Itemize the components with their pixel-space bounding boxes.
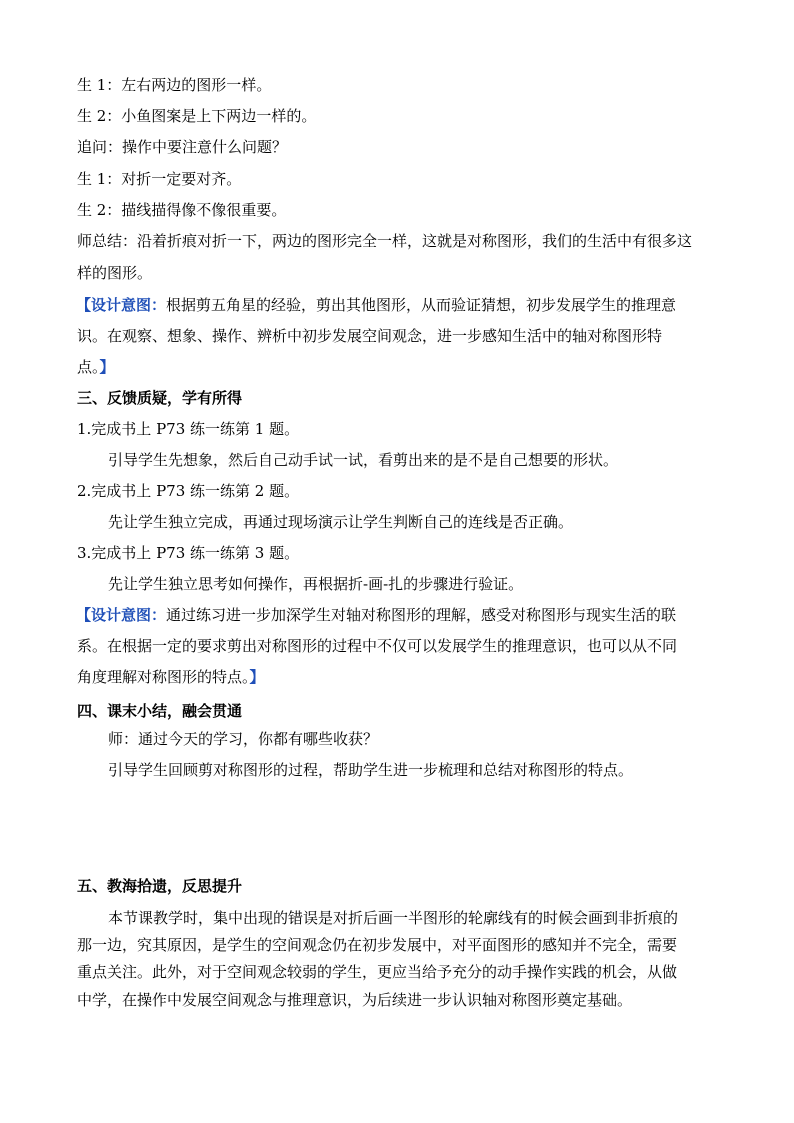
section3-item3-desc: 先让学生独立思考如何操作，再根据折-画-扎的步骤进行验证。	[108, 575, 524, 593]
dialogue-line-student2-trace: 生 2：描线描得像不像很重要。	[77, 201, 287, 219]
design-intent-label: 【设计意图：	[76, 296, 167, 314]
design-intent-2-line1	[76, 605, 716, 625]
dialogue-line-student2: 生 2：小鱼图案是上下两边一样的。	[77, 107, 317, 125]
teacher-summary-line2: 样的图形。	[77, 264, 153, 282]
dialogue-line-student1: 生 1：左右两边的图形一样。	[77, 76, 272, 94]
design-intent-close: 】	[249, 668, 265, 686]
section3-item2-desc: 先让学生独立完成，再通过现场演示让学生判断自己的连线是否正确。	[108, 513, 574, 531]
section3-heading: 三、反馈质疑，学有所得	[77, 389, 243, 407]
design-intent-label: 【设计意图：	[76, 606, 167, 624]
design-intent-close: 】	[99, 358, 115, 376]
section5-heading: 五、教海拾遗，反思提升	[77, 877, 243, 895]
section5-paragraph-line2: 那一边，究其原因，是学生的空间观念仍在初步发展中，对平面图形的感知并不完全，需要	[77, 936, 678, 954]
section4-guide: 引导学生回顾剪对称图形的过程，帮助学生进一步梳理和总结对称图形的特点。	[108, 761, 634, 779]
dialogue-line-followup: 追问：操作中要注意什么问题？	[77, 138, 288, 156]
section5-paragraph-line1: 本节课教学时，集中出现的错误是对折后画一半图形的轮廓线有的时候会画到非折痕的	[108, 909, 679, 927]
design-intent-1-line1	[76, 295, 716, 315]
design-intent-text: 通过练习进一步加深学生对轴对称图形的理解，感受对称图形与现实生活的联	[166, 606, 677, 624]
section4-teacher-question: 师：通过今天的学习，你都有哪些收获？	[108, 730, 379, 748]
section3-item1-title: 1.完成书上 P73 练一练第 1 题。	[77, 420, 300, 438]
design-intent-2-line2: 系。在根据一定的要求剪出对称图形的过程中不仅可以发展学生的推理意识，也可以从不同	[77, 637, 678, 655]
design-intent-1-line3	[77, 357, 717, 377]
dialogue-line-student1-fold: 生 1：对折一定要对齐。	[77, 170, 242, 188]
section3-item3-title: 3.完成书上 P73 练一练第 3 题。	[77, 544, 300, 562]
teacher-summary-line1: 师总结：沿着折痕对折一下，两边的图形完全一样，这就是对称图形，我们的生活中有很多这	[77, 232, 693, 250]
section3-item1-desc: 引导学生先想象，然后自己动手试一试，看剪出来的是不是自己想要的形状。	[108, 451, 619, 469]
design-intent-text: 根据剪五角星的经验，剪出其他图形，从而验证猜想，初步发展学生的推理意	[166, 296, 677, 314]
section3-item2-title: 2.完成书上 P73 练一练第 2 题。	[77, 482, 300, 500]
design-intent-1-line2: 识。在观察、想象、操作、辨析中初步发展空间观念，进一步感知生活中的轴对称图形特	[77, 327, 663, 345]
section5-paragraph-line3: 重点关注。此外，对于空间观念较弱的学生，更应当给予充分的动手操作实践的机会，从做	[77, 963, 678, 981]
design-intent-text: 点。	[77, 358, 100, 376]
section4-heading: 四、课末小结，融会贯通	[77, 702, 243, 720]
design-intent-text: 角度理解对称图形的特点。	[77, 668, 250, 686]
design-intent-2-line3	[77, 667, 717, 687]
section5-paragraph-line4: 中学，在操作中发展空间观念与推理意识，为后续进一步认识轴对称图形奠定基础。	[77, 991, 633, 1009]
